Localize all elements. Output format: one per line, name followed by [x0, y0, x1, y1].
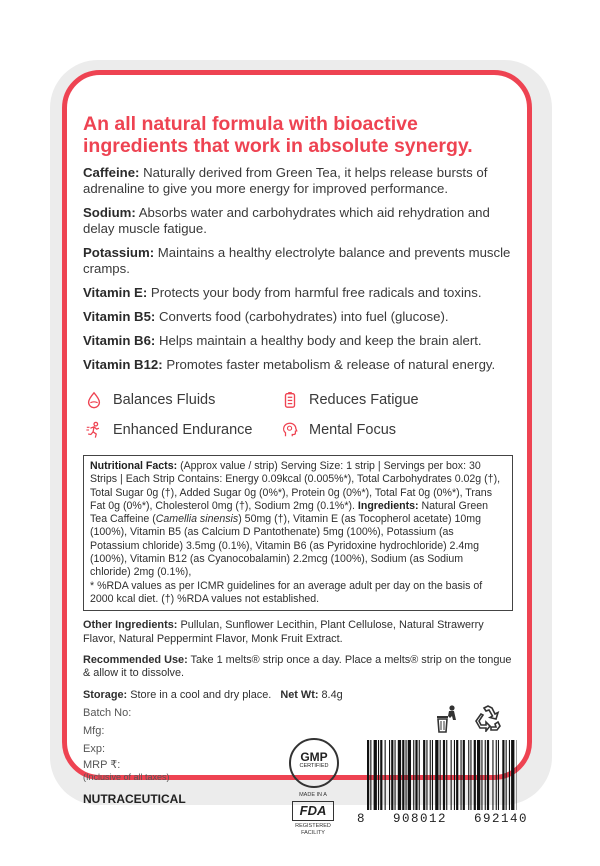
- mfg-date: Mfg:: [83, 725, 105, 738]
- barcode-bar: [443, 740, 445, 810]
- ingredient-potassium: Potassium: Maintains a healthy electrolyte balance and prevents muscle cramps.: [83, 245, 511, 276]
- barcode-bar: [506, 740, 507, 810]
- barcode-bar: [477, 740, 480, 810]
- barcode-bar: [413, 740, 414, 810]
- benefit-mental-focus: Mental Focus: [281, 421, 481, 439]
- barcode-bar: [454, 740, 455, 810]
- benefit-reduces-fatigue: Reduces Fatigue: [281, 391, 481, 409]
- ingredient-caffeine: Caffeine: Naturally derived from Green Tea, it helps release bursts of adrenaline to give you more energy for improved performance.: [83, 165, 488, 196]
- barcode-bar: [435, 740, 438, 810]
- barcode-bar: [380, 740, 382, 810]
- barcode-bar: [461, 740, 462, 810]
- nutrition-values: (Approx value / strip) Serving Size: 1 strip | Servings per box: 30 Strips | Each Strip Contains: Energy 0.09kcal (0.005%*), Total Carbohydrates 0.02g (†), Total Sugar 0g (†), Added Sugar 0g (0%*), Protein 0g (0%*), Total Fat 0g (0%*), Trans Fat 0g (0%*), Cholesterol 0mg (†), Sodium 2mg (0.1%*).: [90, 460, 501, 512]
- barcode-bar: [474, 740, 476, 810]
- barcode-bar: [432, 740, 433, 810]
- benefit-balances-fluids: Balances Fluids: [85, 391, 281, 409]
- batch-no: Batch No:: [83, 707, 132, 720]
- battery-icon: [281, 391, 299, 409]
- barcode-bar: [498, 740, 499, 810]
- running-person-icon: [85, 421, 103, 439]
- bottom-section: [83, 704, 529, 844]
- barcode-bar: [408, 740, 411, 810]
- barcode-bar: [406, 740, 407, 810]
- nutrition-title: Nutritional Facts:: [90, 460, 178, 472]
- gmp-certified-seal: GMP CERTIFIED: [289, 738, 339, 788]
- barcode-bar: [485, 740, 486, 810]
- barcode-bar: [487, 740, 489, 810]
- recommended-use: Recommended Use: Take 1 melts® strip once a day. Place a melts® strip on the tongue & allow it to dissolve.: [83, 654, 512, 680]
- dispose-bin-icon: [435, 704, 461, 734]
- barcode-number: 8 908012 692140: [357, 812, 529, 827]
- exp-date: Exp:: [83, 743, 106, 756]
- barcode-bar: [463, 740, 465, 810]
- headline: An all natural formula with bioactive ingredients that work in absolute synergy.: [83, 113, 473, 157]
- ingredient-vitamin-b5: Vitamin B5: Converts food (carbohydrates) into fuel (glucose).: [83, 309, 449, 324]
- storage-info: Storage: Store in a cool and dry place. Net Wt: 8.4g: [83, 688, 343, 701]
- barcode-bar: [374, 740, 377, 810]
- rda-footnote: * %RDA values as per ICMR guidelines for an average adult per day on the basis of 2000 kcal diet. (†) %RDA values not established.: [90, 579, 483, 605]
- barcode: [367, 740, 517, 810]
- mrp: MRP ₹:: [83, 759, 121, 772]
- barcode-bar: [398, 740, 401, 810]
- barcode-bar: [492, 740, 493, 810]
- barcode-bar: [367, 740, 369, 810]
- barcode-bar: [402, 740, 404, 810]
- barcode-bar: [389, 740, 390, 810]
- recycle-icon: [473, 704, 503, 732]
- barcode-bar: [470, 740, 471, 810]
- mrp-note: (Inclusive of all taxes): [83, 772, 170, 783]
- other-ingredients: Other Ingredients: Pullulan, Sunflower Lecithin, Plant Cellulose, Natural Strawerry Flavor, Natural Peppermint Flavor, Monk Fruit Extract.: [83, 619, 484, 645]
- barcode-bar: [378, 740, 379, 810]
- fda-registered-badge: MADE IN A FDA REGISTERED FACILITY: [289, 792, 337, 837]
- barcode-bar: [423, 740, 425, 810]
- barcode-bar: [385, 740, 386, 810]
- category-label: NUTRACEUTICAL: [83, 792, 186, 807]
- barcode-bar: [430, 740, 431, 810]
- barcode-bar: [426, 740, 427, 810]
- benefits-grid: [85, 391, 513, 439]
- fda-logo: FDA: [292, 801, 334, 821]
- ingredient-sodium: Sodium: Absorbs water and carbohydrates which aid rehydration and delay muscle fatigue.: [83, 205, 490, 236]
- barcode-bar: [456, 740, 458, 810]
- barcode-bar: [395, 740, 396, 810]
- nutrition-facts-box: Nutritional Facts: (Approx value / strip) Serving Size: 1 strip | Servings per box: 30 Strips | Each Strip Contains: Energy 0.09kcal (0.005%*), Total Carbohydrates 0.02g (†), Total Sugar 0g (†), Added Sugar 0g (0%*), Protein 0g (0%*), Total Fat 0g (0%*), Trans Fat 0g (0%*), Cholesterol 0mg (†), Sodium 2mg (0.1%*). Ingredients: Natural Green Tea Caffeine (Camellia sinensis) 50mg (†), Vitamin E (as Tocopherol acetate) 10mg (100%), Vitamin B5 (as Calcium D Pantothenate) 5mg (100%), Potassium (as Potassium chloride) 3.5mg (0.1%), Vitamin B6 (as Pyridoxine hydrochloride) 2.4mg (100%), Vitamin B12 (as Cyanocobalamin) 2.2mcg (100%), Sodium (as Sodium chloride) 2mg (0.1%), * %RDA values as per ICMR guidelines for an average adult per day on the basis of 2000 kcal diet. (†) %RDA values not established.: [83, 455, 513, 611]
- benefit-enhanced-endurance: Enhanced Endurance: [85, 421, 281, 439]
- barcode-bar: [511, 740, 514, 810]
- water-drop-icon: [85, 391, 103, 409]
- ingredients-label: Ingredients:: [357, 499, 419, 512]
- barcode-bar: [451, 740, 452, 810]
- product-label: [62, 70, 532, 837]
- barcode-bar: [509, 740, 510, 810]
- barcode-bar: [496, 740, 497, 810]
- barcode-bar: [391, 740, 393, 810]
- head-brain-icon: [281, 421, 299, 439]
- barcode-bar: [481, 740, 482, 810]
- ingredient-vitamin-b12: Vitamin B12: Promotes faster metabolism & release of natural energy.: [83, 357, 496, 372]
- barcode-bar: [419, 740, 420, 810]
- label-background: [50, 60, 552, 837]
- barcode-bar: [415, 740, 417, 810]
- ingredient-vitamin-b6: Vitamin B6: Helps maintain a healthy body and keep the brain alert.: [83, 333, 482, 348]
- ingredient-vitamin-e: Vitamin E: Protects your body from harmful free radicals and toxins.: [83, 285, 482, 300]
- barcode-bar: [370, 740, 371, 810]
- barcode-bar: [446, 740, 447, 810]
- ingredient-list: [83, 165, 513, 373]
- batch-info: [83, 704, 186, 808]
- barcode-bar: [502, 740, 504, 810]
- barcode-bar: [468, 740, 469, 810]
- barcode-bar: [440, 740, 441, 810]
